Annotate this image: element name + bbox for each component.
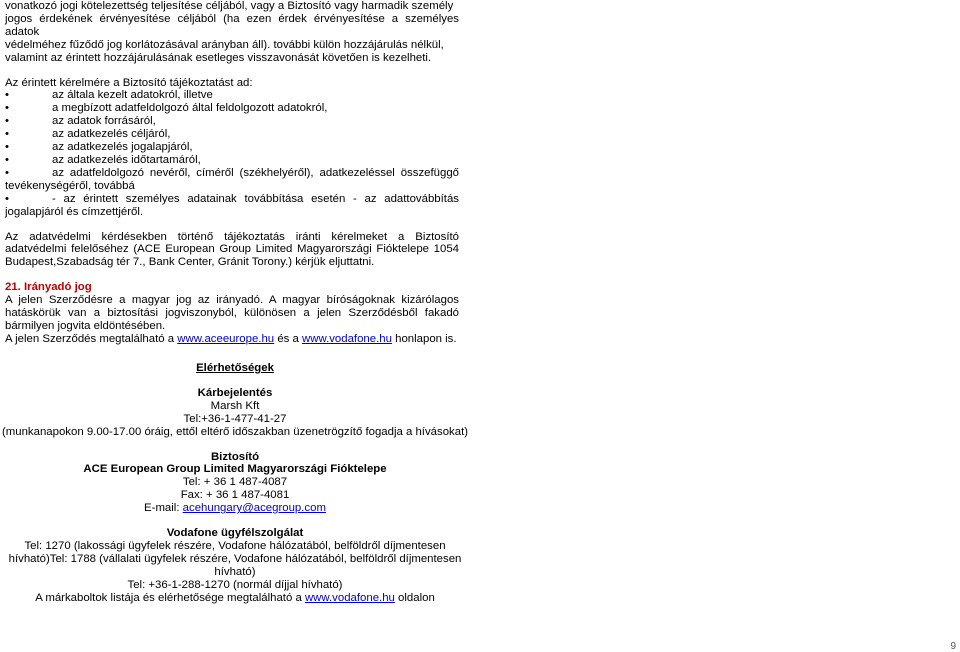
insurer-name: ACE European Group Limited Magyarországi Fióktelepe: [83, 463, 387, 476]
vodafone-line-3: hívható): [214, 565, 256, 578]
law-title: 21. Irányadó jog: [5, 281, 92, 294]
insurer-email-line: E-mail: acehungary@acegroup.com: [144, 502, 326, 515]
bullet-icon: •: [5, 115, 9, 128]
list-item: • az adatkezelés jogalapjáról,: [5, 141, 193, 154]
aceeurope-link[interactable]: www.aceeurope.hu: [177, 332, 275, 345]
page-number: 9: [950, 641, 956, 652]
bullet-icon: •: [5, 128, 9, 141]
vodafone-line-2: hívható)Tel: 1788 (vállalati ügyfelek részére, Vodafone hálózatából, belföldről díjmentesen: [8, 552, 462, 565]
claims-name: Marsh Kft: [210, 399, 260, 412]
claims-title: Kárbejelentés: [197, 386, 273, 399]
list-item: • az adatkezelés céljáról,: [5, 128, 171, 141]
intro-line-2: jogos érdekének érvényesítése céljából (ha ezen érdek érvényesítése a személyes adatok: [5, 12, 459, 38]
insurer-title: Biztosító: [210, 450, 260, 463]
inform-list: [5, 89, 459, 218]
inform-section: [5, 77, 459, 219]
intro-line-1: vonatkozó jogi kötelezettség teljesítése céljából, vagy a Biztosító vagy harmadik személy: [5, 0, 454, 12]
contacts-section: [0, 362, 470, 605]
inform-heading: Az érintett kérelmére a Biztosító tájékoztatást ad:: [5, 76, 253, 89]
insurer-email-link[interactable]: acehungary@acegroup.com: [182, 502, 326, 515]
list-item: • az általa kezelt adatokról, illetve: [5, 89, 213, 102]
vodafone-title: Vodafone ügyfélszolgálat: [166, 527, 304, 540]
law-link-paragraph: A jelen Szerződés megtalálható a www.aceeurope.hu és a www.vodafone.hu honlapon is.: [5, 332, 457, 345]
bullet-icon: •: [5, 102, 9, 115]
vodafone-line-1: Tel: 1270 (lakossági ügyfelek részére, Vodafone hálózatából, belföldről díjmentesen: [24, 539, 446, 552]
request-paragraph: Az adatvédelmi kérdésekben történő tájékoztatás iránti kérelmeket a Biztosító adatvédelmi felelőséhez (ACE European Group Limited Magyarországi Fióktelepe 1054 Budapest,Szabadság tér 7., Bank Center, Gránit Torony.) kérjük eljuttatni.: [5, 230, 459, 269]
bullet-icon: •: [5, 89, 9, 102]
bullet-icon: •: [5, 166, 9, 179]
list-item: • az adatkezelés időtartamáról,: [5, 153, 201, 166]
insurer-fax: Fax: + 36 1 487-4081: [180, 489, 290, 502]
list-item: • - az érintett személyes adatainak továbbítása esetén - az adattovábbítás jogalapjáról és címzettjéről.: [5, 192, 459, 218]
vodafone-line-5: A márkaboltok listája és elérhetősége megtalálható a www.vodafone.hu oldalon: [35, 591, 435, 604]
list-item: • a megbízott adatfeldolgozó által feldolgozott adatokról,: [5, 102, 328, 115]
intro-line-3: védelméhez fűződő jog korlátozásával arányban áll). további külön hozzájárulás nélkül,: [5, 38, 444, 51]
vodafone-line-4: Tel: +36-1-288-1270 (normál díjjal hívható): [127, 578, 343, 591]
claims-tel: Tel:+36-1-477-41-27: [183, 412, 287, 425]
bullet-icon: •: [5, 153, 9, 166]
contacts-title: Elérhetőségek: [196, 362, 274, 374]
list-item: • az adatok forrásáról,: [5, 115, 156, 128]
vodafone-link[interactable]: www.vodafone.hu: [302, 332, 392, 345]
bullet-icon: •: [5, 192, 9, 205]
document-page: [5, 0, 459, 346]
intro-paragraph: [5, 0, 459, 65]
law-paragraph: A jelen Szerződésre a magyar jog az irányadó. A magyar bíróságoknak kizárólagos hatáskörük van a biztosítási jogviszonyból, különösen a jelen Szerződésből fakadó bármilyen jogvita eldöntésében.: [5, 294, 459, 332]
vodafone-shops-link[interactable]: www.vodafone.hu: [304, 591, 395, 604]
insurer-tel: Tel: + 36 1 487-4087: [182, 476, 288, 489]
intro-line-4: valamint az érintett hozzájárulásának esetleges visszavonását követően is kezelheti.: [5, 51, 432, 64]
claims-hours: (munkanapokon 9.00-17.00 óráig, ettől eltérő időszakban üzenetrögzítő fogadja a hívásokat): [1, 425, 469, 438]
bullet-icon: •: [5, 141, 9, 154]
list-item: • az adatfeldolgozó nevéről, címéről (székhelyéről), adatkezeléssel összefüggő tevékenységéről, továbbá: [5, 166, 459, 192]
law-section: [5, 281, 459, 346]
